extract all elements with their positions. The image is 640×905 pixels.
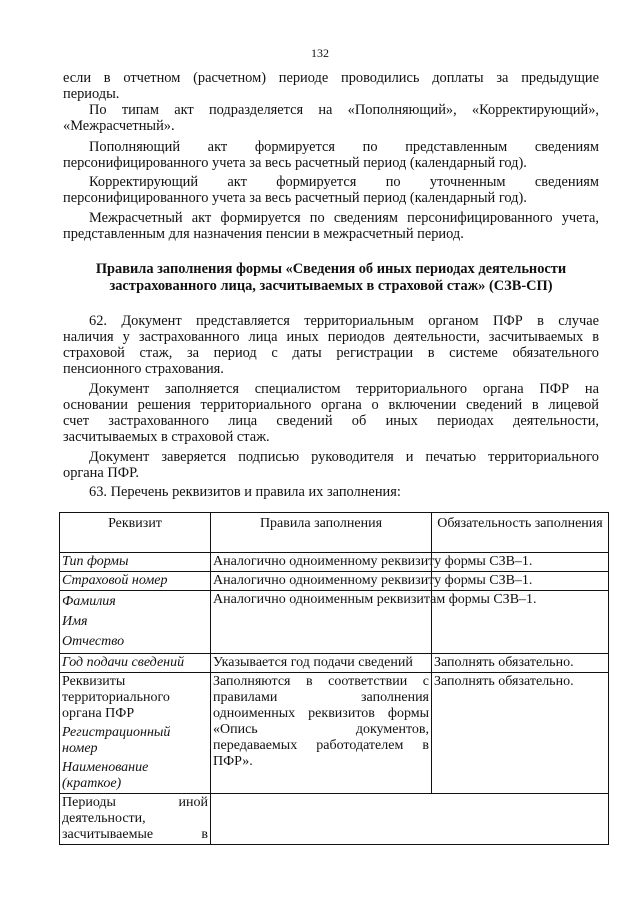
paragraph-line: Пополняющий акт формируется по представленным сведениям	[89, 139, 599, 155]
requisite-label: номер	[62, 741, 98, 756]
paragraph-line: засчитываемых в страховой стаж.	[63, 429, 270, 445]
column-header: Реквизит	[60, 513, 211, 553]
paragraph-line: представленным для назначения пенсии в межрасчетный период.	[63, 226, 464, 242]
requisite-label: Регистрационный	[62, 725, 171, 740]
rule-line: передаваемых работодателем в	[213, 738, 429, 753]
rule-line: Заполняются в соответствии с	[213, 674, 429, 689]
rule-cell: Аналогично одноименному реквизиту формы СЗВ–1.	[211, 553, 432, 572]
obligation-cell: Заполнять обязательно.	[432, 654, 609, 673]
requisites-table	[59, 512, 609, 845]
requisite-label: Наименование	[62, 760, 149, 775]
requisite-label: Реквизиты	[62, 674, 126, 689]
paragraph-line: По типам акт подразделяется на «Пополняющий», «Корректирующий»,	[89, 102, 599, 118]
rule-cell	[211, 794, 609, 845]
requisite-label: Фамилия	[62, 594, 116, 609]
rule-line: «Опись документов,	[213, 722, 429, 737]
paragraph-line: Корректирующий акт формируется по уточненным сведениям	[89, 174, 599, 190]
obligation-cell: Заполнять обязательно.	[432, 673, 609, 794]
requisite-cell: Страховой номер	[60, 572, 211, 591]
requisite-label: территориального	[62, 690, 170, 705]
paragraph-line: 63. Перечень реквизитов и правила их заполнения:	[89, 484, 401, 500]
paragraph-line: 62. Документ представляется территориальным органом ПФР в случае	[89, 313, 599, 329]
requisite-label: Имя	[62, 614, 88, 629]
rule-line: ПФР».	[213, 754, 253, 769]
rule-line: правилами заполнения	[213, 690, 429, 705]
table-row	[60, 591, 609, 654]
rule-cell: Указывается год подачи сведений	[211, 654, 432, 673]
paragraph-line: наличия у застрахованного лица иных периодов деятельности, засчитываемых в	[63, 329, 599, 345]
column-header: Правила заполнения	[211, 513, 432, 553]
page-number: 132	[311, 46, 329, 60]
requisite-label: Периоды иной	[62, 795, 208, 810]
column-header: Обязательность заполнения	[432, 513, 609, 553]
paragraph-line: основании решения территориального органа о включении сведений в лицевой	[63, 397, 599, 413]
requisite-label: деятельности,	[62, 811, 146, 826]
paragraph-line: периоды.	[63, 86, 120, 102]
rule-line: одноименных реквизитов формы	[213, 706, 429, 721]
requisite-label: засчитываемые в	[62, 827, 208, 842]
paragraph-line: органа ПФР.	[63, 465, 139, 481]
section-title	[63, 261, 599, 295]
paragraph-line: персонифицированного учета за весь расчетный период (календарный год).	[63, 155, 527, 171]
requisite-cell	[60, 673, 211, 794]
paragraph-line: персонифицированного учета за весь расчетный период (календарный год).	[63, 190, 527, 206]
table-row	[60, 572, 609, 591]
table-row	[60, 794, 609, 845]
requisite-label: Отчество	[62, 634, 125, 649]
rule-cell	[211, 673, 432, 794]
section-title-line: Правила заполнения формы «Сведения об иных периодах деятельности	[95, 261, 567, 277]
table-header-row	[60, 513, 609, 553]
paragraph-line: Межрасчетный акт формируется по сведениям персонифицированного учета,	[89, 210, 599, 226]
table-row	[60, 654, 609, 673]
paragraph-line: Документ заполняется специалистом территориального органа ПФР на	[89, 381, 599, 397]
requisite-cell	[60, 794, 211, 845]
paragraph-line: страховой стаж, за период с даты регистрации в системе обязательного	[63, 345, 599, 361]
section-title-line: застрахованного лица, засчитываемых в страховой стаж» (СЗВ-СП)	[109, 278, 553, 294]
paragraph-line: Документ заверяется подписью руководителя и печатью территориального	[89, 449, 599, 465]
requisite-cell: Год подачи сведений	[60, 654, 211, 673]
table-row	[60, 673, 609, 794]
requisite-label: органа ПФР	[62, 706, 135, 721]
requisite-cell: Тип формы	[60, 553, 211, 572]
rule-cell: Аналогично одноименному реквизиту формы СЗВ–1.	[211, 572, 432, 591]
paragraph-line: если в отчетном (расчетном) периоде проводились доплаты за предыдущие	[63, 70, 599, 86]
paragraph-line: счет застрахованного лица сведений об иных периодах деятельности,	[63, 413, 599, 429]
table-row	[60, 553, 609, 572]
rule-cell: Аналогично одноименным реквизитам формы СЗВ–1.	[211, 591, 432, 654]
paragraph-line: «Межрасчетный».	[63, 118, 175, 134]
requisite-label: (краткое)	[62, 776, 122, 791]
requisite-cell	[60, 591, 211, 654]
paragraph-line: пенсионного страхования.	[63, 361, 224, 377]
